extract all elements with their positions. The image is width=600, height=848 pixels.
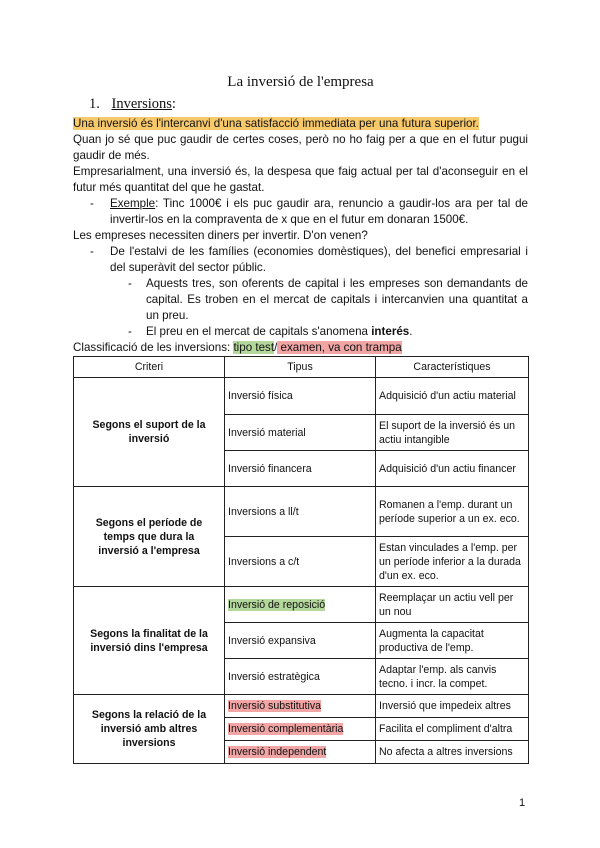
- table-header-row: [74, 357, 529, 378]
- tipus-cell: Inversió material: [225, 415, 376, 451]
- estalvi-paragraph: De l'estalvi de les famílies (economies domèstiques), del benefici empresarial i del superàvit del sector públic.: [110, 245, 528, 274]
- classificacio-text: Classificació de les inversions:: [73, 341, 234, 354]
- header-criteri: Criteri: [74, 357, 225, 378]
- caract-cell: Estan vinculades a l'emp. per un període inferior a la durada d'un ex. eco.: [376, 537, 529, 587]
- section-number: 1.: [89, 96, 100, 112]
- page-number: 1: [519, 797, 526, 809]
- tipus-cell: Inversió física: [225, 378, 376, 415]
- tipus-cell: Inversions a c/t: [225, 537, 376, 587]
- criteri-cell: Segons la relació de la inversió amb altres inversions: [74, 695, 225, 764]
- bullet-dash: -: [90, 245, 94, 258]
- tag-test: tipo test: [233, 341, 275, 354]
- tipus-highlight: Inversió complementària: [228, 723, 344, 735]
- bullet-dash: -: [90, 197, 94, 210]
- section-title: Inversions: [111, 96, 172, 112]
- caract-cell: Augmenta la capacitat productiva de l'emp.: [376, 623, 529, 659]
- exemple-label: Exemple: [110, 197, 156, 210]
- section-suffix: :: [171, 96, 176, 112]
- tipus-cell: [225, 695, 376, 718]
- empreses-paragraph: Les empreses necessiten diners per invertir. D'on venen?: [73, 229, 368, 242]
- criteri-cell: Segons la finalitat de la inversió dins l'empresa: [74, 587, 225, 695]
- preu-bold: interés: [371, 325, 410, 338]
- caract-cell: Inversió que impedeix altres: [376, 695, 529, 718]
- empresarial-paragraph: Empresarialment, una inversió és, la despesa que faig actual per tal d'aconseguir en el futur més quantitat del que he gastat.: [73, 165, 528, 194]
- caract-cell: Reemplaçar un actiu vell per un nou: [376, 587, 529, 623]
- exemple-paragraph: [110, 196, 528, 228]
- caract-cell: El suport de la inversió és un actiu intangible: [376, 415, 529, 451]
- tipus-highlight: Inversió de reposició: [228, 598, 326, 611]
- tipus-highlight: Inversió independent: [228, 746, 327, 758]
- tipus-highlight: Inversió substitutiva: [228, 700, 322, 712]
- criteri-cell: Segons el suport de la inversió: [74, 378, 225, 487]
- exemple-text: : Tinc 1000€ i els puc gaudir ara, renuncio a gaudir-los ara per tal de invertir-los en la compraventa de x que en el futur em donaran 1500€.: [110, 197, 528, 226]
- document-title: La inversió de l'empresa: [227, 74, 374, 90]
- table-row: [74, 695, 529, 718]
- tipus-cell: Inversió estratègica: [225, 659, 376, 695]
- inversions-table: [73, 356, 529, 764]
- table-row: [74, 587, 529, 623]
- agents-paragraph: Aquests tres, son oferents de capital i les empreses son demandants de capital. Es troben en el mercat de capitals i intercanvien una quantitat a un preu.: [146, 277, 528, 322]
- caract-cell: Adquisició d'un actiu material: [376, 378, 529, 415]
- definition-highlight: Una inversió és l'intercanvi d'una satisfacció immediata per una futura superior.: [73, 117, 479, 130]
- sub-bullet-dash: -: [128, 277, 132, 290]
- criteri-cell: Segons el període de temps que dura la inversió a l'empresa: [74, 487, 225, 587]
- caract-cell: Adquisició d'un actiu financer: [376, 451, 529, 487]
- section-heading: [89, 96, 176, 113]
- quan-jo-paragraph: Quan jo sé que puc gaudir de certes coses, però no ho faig per a que en el futur pugui gaudir de més.: [73, 133, 528, 162]
- tipus-cell: Inversions a ll/t: [225, 487, 376, 537]
- header-tipus: Tipus: [225, 357, 376, 378]
- classificacio-paragraph: [73, 340, 528, 356]
- table-row: [74, 487, 529, 537]
- preu-suffix: .: [409, 325, 413, 338]
- tag-examen: examen, va con trampa: [277, 341, 402, 354]
- tipus-cell: Inversió expansiva: [225, 623, 376, 659]
- tipus-cell: [225, 741, 376, 764]
- preu-prefix: El preu en el mercat de capitals s'anomena: [146, 325, 372, 338]
- caract-cell: No afecta a altres inversions: [376, 741, 529, 764]
- tipus-cell: Inversió financera: [225, 451, 376, 487]
- tipus-cell: [225, 718, 376, 741]
- header-caracteristiques: Característiques: [376, 357, 529, 378]
- preu-paragraph: [146, 324, 528, 340]
- tipus-cell: [225, 587, 376, 623]
- caract-cell: Adaptar l'emp. als canvis tecno. i incr. la compet.: [376, 659, 529, 695]
- sub-bullet-dash: -: [128, 325, 132, 338]
- caract-cell: Romanen a l'emp. durant un període superior a un ex. eco.: [376, 487, 529, 537]
- table-row: [74, 378, 529, 415]
- tag-slash: /: [274, 341, 278, 354]
- caract-cell: Facilita el compliment d'altra: [376, 718, 529, 741]
- definition-paragraph: [73, 116, 528, 132]
